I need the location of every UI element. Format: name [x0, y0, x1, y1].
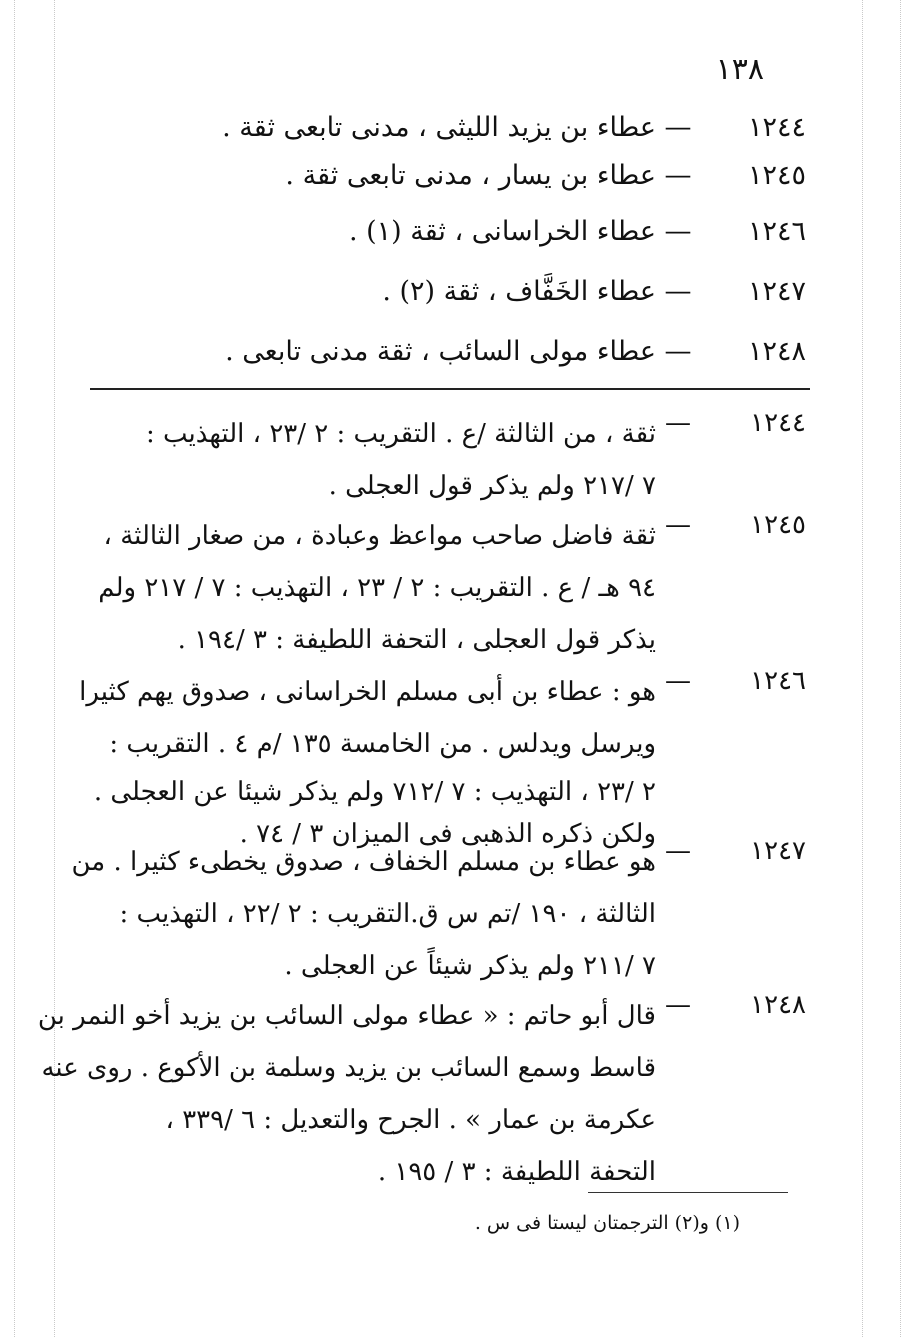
- note-1246: [79, 666, 806, 854]
- entry-number: ١٢٤٥: [747, 160, 806, 191]
- entry-dash: —: [664, 216, 692, 247]
- note-line: يذكر قول العجلى ، التحفة اللطيفة : ٣ /١٩٤ .: [177, 625, 656, 655]
- note-1247: [71, 836, 806, 992]
- note-line: ثقة ، من الثالثة /ع . التقريب : ٢ /٢٣ ، التهذيب :: [145, 419, 656, 449]
- note-1245: [86, 510, 806, 666]
- page-number: ١٣٨: [715, 52, 764, 87]
- entry-1245: [86, 160, 806, 191]
- note-line: ٧ /٢١١ ولم يذكر شيئاً عن العجلى .: [284, 951, 656, 981]
- note-dash: —: [665, 510, 691, 540]
- footnote-rule: [588, 1192, 788, 1193]
- entry-1246: [86, 216, 806, 247]
- note-1244: [86, 408, 806, 512]
- note-dash: —: [665, 666, 691, 696]
- entry-1244: [86, 112, 806, 143]
- entry-number: ١٢٤٦: [747, 216, 806, 247]
- note-1248: [37, 990, 806, 1198]
- margin-dots: [900, 0, 901, 1337]
- entry-dash: —: [664, 160, 692, 191]
- note-line: قال أبو حاتم : « عطاء مولى السائب بن يزيد أخو النمر بن: [37, 1001, 656, 1031]
- entry-dash: —: [664, 112, 692, 143]
- entry-1248: [86, 336, 806, 367]
- margin-dots: [862, 0, 863, 1337]
- note-dash: —: [665, 990, 691, 1020]
- entry-number: ١٢٤٤: [747, 112, 806, 143]
- note-number: ١٢٤٧: [750, 836, 806, 866]
- margin-dots: [14, 0, 15, 1337]
- note-dash: —: [665, 408, 691, 438]
- footnote: (١) و(٢) الترجمتان ليستا فى س .: [474, 1212, 740, 1234]
- note-number: ١٢٤٤: [750, 408, 806, 438]
- entry-text: عطاء مولى السائب ، ثقة مدنى تابعى .: [225, 336, 656, 367]
- note-line: التحفة اللطيفة : ٣ / ١٩٥ .: [377, 1157, 656, 1187]
- note-line: ولكن ذكره الذهبى فى الميزان ٣ / ٧٤ .: [239, 819, 656, 849]
- note-line: هو عطاء بن مسلم الخفاف ، صدوق يخطىء كثيرا . من: [71, 847, 656, 877]
- note-line: ٩٤ هـ / ع . التقريب : ٢ / ٢٣ ، التهذيب : ٧ / ٢١٧ ولم: [98, 573, 656, 603]
- note-line: عكرمة بن عمار » . الجرح والتعديل : ٦ /٣٣٩ ،: [165, 1105, 656, 1135]
- note-line: ثقة فاضل صاحب مواعظ وعبادة ، من صغار الثالثة ،: [103, 521, 656, 551]
- note-line: الثالثة ، ١٩٠ /تم س ق.التقريب : ٢ /٢٢ ، التهذيب :: [119, 899, 656, 929]
- entry-text: عطاء بن يسار ، مدنى تابعى ثقة .: [285, 160, 656, 191]
- entry-text: عطاء الخراسانى ، ثقة (١) .: [348, 216, 656, 247]
- section-divider: [90, 388, 810, 390]
- entry-1247: [86, 276, 806, 307]
- entry-text: عطاء بن يزيد الليثى ، مدنى تابعى ثقة .: [222, 112, 656, 143]
- entry-number: ١٢٤٧: [747, 276, 806, 307]
- note-number: ١٢٤٦: [750, 666, 806, 696]
- note-line: ٧ /٢١٧ ولم يذكر قول العجلى .: [328, 471, 656, 501]
- note-number: ١٢٤٨: [750, 990, 806, 1020]
- entry-dash: —: [664, 276, 692, 307]
- note-line: ويرسل ويدلس . من الخامسة ١٣٥ /م ٤ . التقريب :: [109, 729, 656, 759]
- note-line: قاسط وسمع السائب بن يزيد وسلمة بن الأكوع . روى عنه: [41, 1053, 656, 1083]
- entry-dash: —: [664, 336, 692, 367]
- note-number: ١٢٤٥: [750, 510, 806, 540]
- note-line: ٢ /٢٣ ، التهذيب : ٧ /٧١٢ ولم يذكر شيئا عن العجلى .: [93, 777, 656, 807]
- note-line: هو : عطاء بن أبى مسلم الخراسانى ، صدوق يهم كثيرا: [79, 677, 656, 707]
- entry-number: ١٢٤٨: [747, 336, 806, 367]
- entry-text: عطاء الخَفَّاف ، ثقة (٢) .: [382, 276, 656, 307]
- note-dash: —: [665, 836, 691, 866]
